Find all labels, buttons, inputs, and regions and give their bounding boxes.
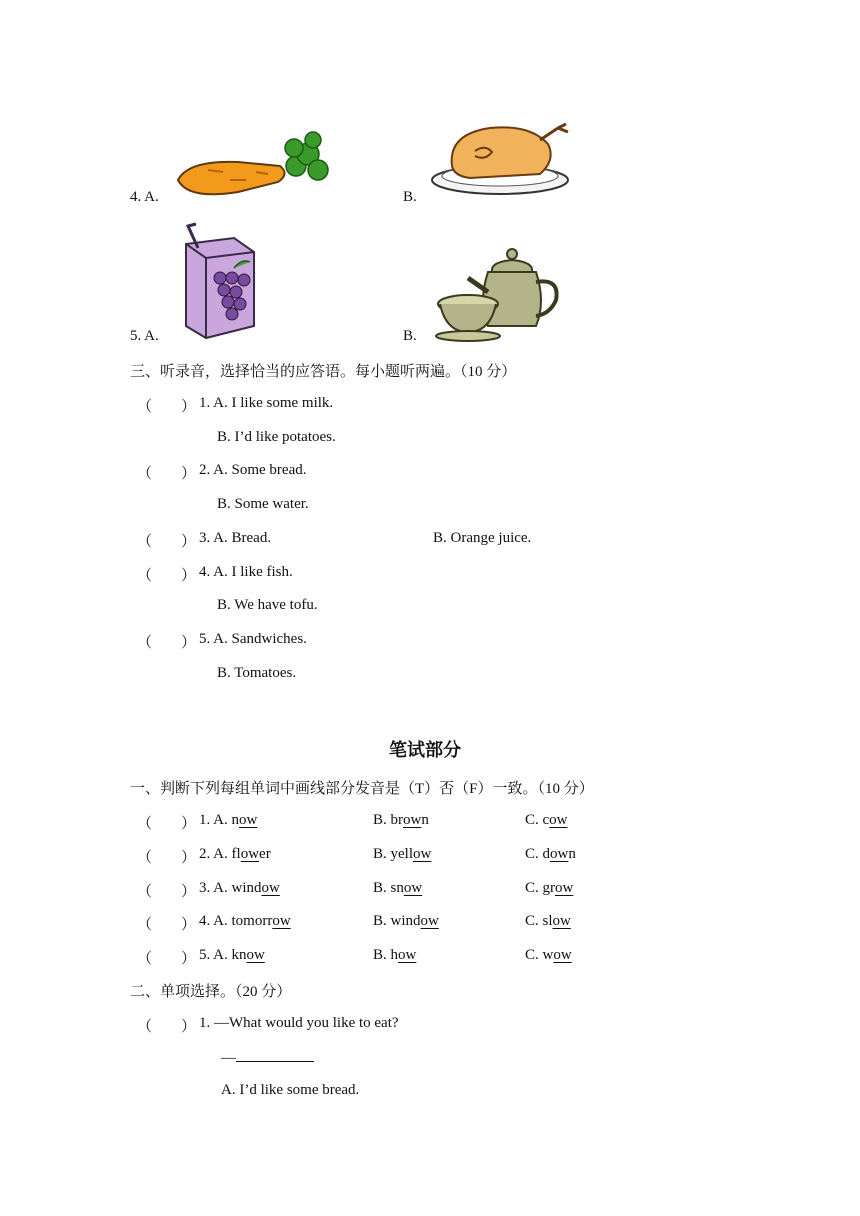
paren-open: （ (137, 850, 153, 866)
written-part1-heading: 一、判断下列每组单词中画线部分发音是（T）否（F）一致。（10 分） (130, 781, 594, 797)
paren-close: ） (181, 399, 197, 415)
listening-q3-option-a: 3. A. Bread. (199, 530, 272, 546)
phonics-q2-option-c: C. down (525, 846, 576, 862)
phonics-q5-option-b: B. how (373, 947, 417, 963)
paren-close: ） (181, 850, 197, 866)
phonics-q3-option-a: 3. A. window (199, 880, 280, 896)
phonics-q3-option-b: B. snow (373, 880, 423, 896)
listening-q5-option-b: B. Tomatoes. (217, 665, 297, 681)
phonics-q1-option-a: 1. A. now (199, 812, 258, 828)
phonics-q5-option-c: C. wow (525, 947, 572, 963)
choice-q1-question: 1. —What would you like to eat? (199, 1015, 399, 1031)
listening-q5-option-a: 5. A. Sandwiches. (199, 631, 307, 647)
paren-close: ） (181, 635, 197, 651)
phonics-q1-option-c: C. cow (525, 812, 568, 828)
paren-open: （ (137, 1019, 153, 1035)
paren-open: （ (137, 534, 153, 550)
paren-open: （ (137, 917, 153, 933)
written-part2-heading: 二、单项选择。（20 分） (130, 984, 292, 1000)
paren-open: （ (137, 568, 153, 584)
pic-item-4-label: 4. A. (130, 189, 159, 205)
listening-q1-option-b: B. I’d like potatoes. (217, 429, 336, 445)
paren-close: ） (181, 951, 197, 967)
paren-close: ） (181, 568, 197, 584)
listening-q4-option-b: B. We have tofu. (217, 597, 318, 613)
pic-item-5-b-label: B. (403, 328, 417, 344)
listening-q2-option-a: 2. A. Some bread. (199, 462, 307, 478)
pic-item-4-b-label: B. (403, 189, 417, 205)
choice-q1-option-a: A. I’d like some bread. (221, 1082, 360, 1098)
phonics-q4-option-c: C. slow (525, 913, 571, 929)
paren-open: （ (137, 951, 153, 967)
paren-open: （ (137, 884, 153, 900)
listening-q3-option-b: B. Orange juice. (433, 530, 532, 546)
listening-q1-option-a: 1. A. I like some milk. (199, 395, 334, 411)
paren-close: ） (181, 816, 197, 832)
phonics-q5-option-a: 5. A. know (199, 947, 265, 963)
paren-open: （ (137, 635, 153, 651)
paren-close: ） (181, 884, 197, 900)
paren-open: （ (137, 816, 153, 832)
paren-close: ） (181, 1019, 197, 1035)
paren-open: （ (137, 466, 153, 482)
pic-item-5-label: 5. A. (130, 328, 159, 344)
listening-q2-option-b: B. Some water. (217, 496, 309, 512)
paren-open: （ (137, 399, 153, 415)
teapot-and-cup-icon (432, 242, 567, 347)
phonics-q2-option-b: B. yellow (373, 846, 432, 862)
phonics-q1-option-b: B. brown (373, 812, 429, 828)
answer-blank (236, 1049, 314, 1062)
roast-chicken-icon (430, 116, 575, 206)
paren-close: ） (181, 917, 197, 933)
paren-close: ） (181, 534, 197, 550)
paren-close: ） (181, 466, 197, 482)
grape-juice-box-icon (176, 222, 266, 349)
choice-q1-answer-line: — (221, 1049, 314, 1067)
written-section-title: 笔试部分 (389, 740, 461, 760)
phonics-q4-option-b: B. window (373, 913, 439, 929)
phonics-q3-option-c: C. grow (525, 880, 574, 896)
listening-3-heading: 三、听录音，选择恰当的应答语。每小题听两遍。（10 分） (130, 364, 517, 380)
listening-q4-option-a: 4. A. I like fish. (199, 564, 293, 580)
phonics-q2-option-a: 2. A. flower (199, 846, 271, 862)
carrot-icon (168, 130, 338, 210)
phonics-q4-option-a: 4. A. tomorrow (199, 913, 291, 929)
